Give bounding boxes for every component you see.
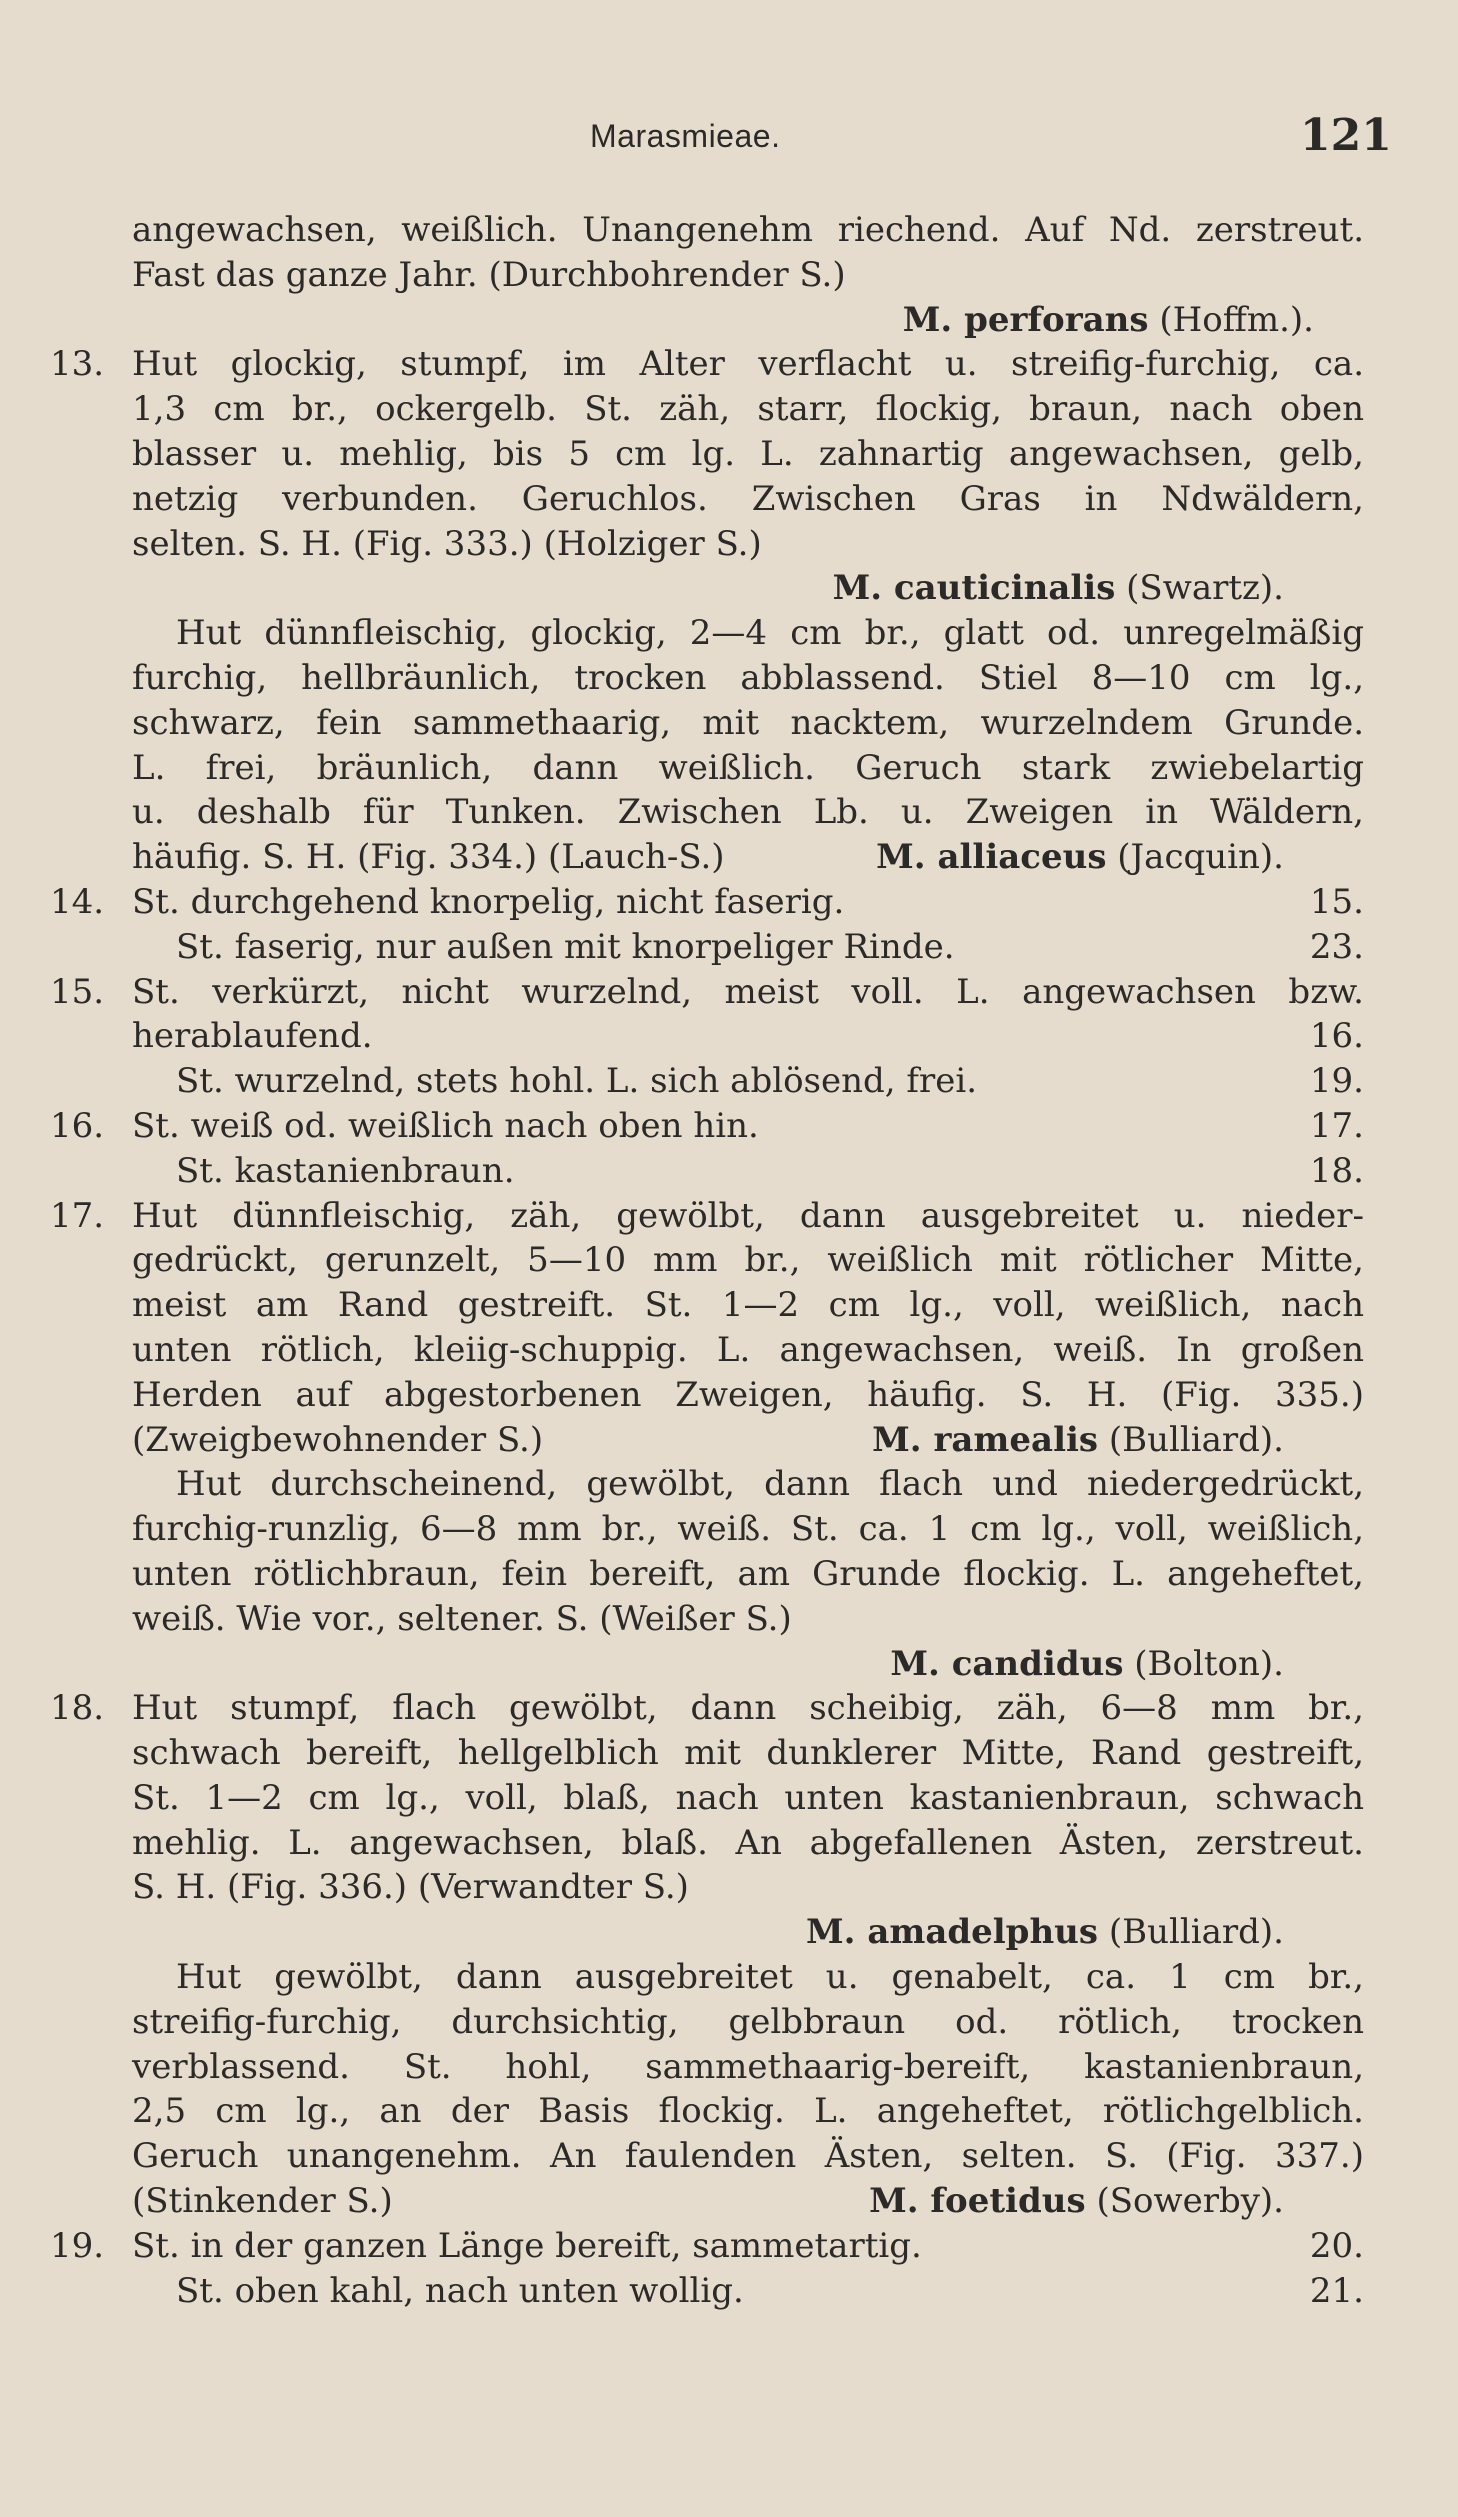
species-name: M. perforans (902, 299, 1149, 340)
text-line (0, 1238, 1458, 1283)
line-text: blasser u. mehlig, bis 5 cm lg. L. zahnartig angewachsen, gelb, (132, 433, 1364, 474)
line-text: Hut stumpf, flach gewölbt, dann scheibig, zäh, 6—8 mm br., (132, 1688, 1364, 1729)
text-line (0, 1821, 1458, 1866)
text-line (0, 1686, 1458, 1731)
key-number: 16. (50, 1105, 105, 1146)
line-text: St. oben kahl, nach unten wollig. (176, 2270, 744, 2311)
text-line (0, 253, 1458, 298)
line-text: unten rötlich, kleiig-schuppig. L. angewachsen, weiß. In großen (132, 1329, 1364, 1370)
text-line (0, 2089, 1458, 2134)
species-author: (Bulliard). (1108, 1912, 1284, 1953)
key-number: 13. (50, 344, 105, 385)
line-text: (Zweigbewohnender S.) (132, 1419, 544, 1460)
species-author: (Sowerby). (1096, 2181, 1284, 2222)
line-text: (Stinkender S.) (132, 2181, 393, 2222)
text-line (0, 2269, 1458, 2314)
key-number: 15. (50, 971, 105, 1012)
text-line (0, 1552, 1458, 1597)
key-number: 18. (50, 1688, 105, 1729)
line-text: St. faserig, nur außen mit knorpeliger Rinde. (176, 926, 955, 967)
text-line (0, 477, 1458, 522)
text-line (0, 1731, 1458, 1776)
line-text: herablaufend. (132, 1016, 373, 1057)
text-line (0, 432, 1458, 477)
species-line (872, 1418, 1284, 1463)
line-text: St. kastanienbraun. (176, 1150, 515, 1191)
line-text: Hut dünnfleischig, zäh, gewölbt, dann ausgebreitet u. nieder- (132, 1195, 1364, 1236)
text-line (0, 2179, 1458, 2224)
species-author: (Hoffm.). (1159, 299, 1314, 340)
species-line (876, 835, 1284, 880)
line-text: 1,3 cm br., ockergelb. St. zäh, starr, flockig, braun, nach oben (132, 389, 1364, 430)
line-text: 2,5 cm lg., an der Basis flockig. L. angeheftet, rötlichgelblich. (132, 2091, 1364, 2132)
text-line (0, 1418, 1458, 1463)
text-line (0, 2134, 1458, 2179)
species-name: M. candidus (890, 1643, 1124, 1684)
text-line (0, 1014, 1458, 1059)
text-line (0, 1642, 1458, 1687)
line-text: häufig. S. H. (Fig. 334.) (Lauch-S.) (132, 837, 725, 878)
text-line (0, 1955, 1458, 2000)
line-text: St. wurzelnd, stets hohl. L. sich ablösend, frei. (176, 1061, 978, 1102)
species-name: M. cauticinalis (832, 568, 1116, 609)
line-text: Hut durchscheinend, gewölbt, dann flach und niedergedrückt, (176, 1464, 1364, 1505)
species-author: (Bolton). (1134, 1643, 1284, 1684)
key-number: 19. (50, 2225, 105, 2266)
line-text: St. durchgehend knorpelig, nicht faserig. (132, 881, 845, 922)
key-number: 17. (50, 1195, 105, 1236)
species-author: (Bulliard). (1108, 1419, 1284, 1460)
text-line (0, 656, 1458, 701)
text-line (0, 387, 1458, 432)
line-text: furchig, hellbräunlich, trocken abblassend. Stiel 8—10 cm lg., (132, 657, 1364, 698)
text-line (0, 2045, 1458, 2090)
text-line (0, 1776, 1458, 1821)
line-text: St. verkürzt, nicht wurzelnd, meist voll. L. angewachsen bzw. (132, 971, 1364, 1012)
key-reference: 16. (1309, 1016, 1364, 1057)
text-line (0, 925, 1458, 970)
text-line (0, 1373, 1458, 1418)
text-line (0, 208, 1458, 253)
species-name: M. alliaceus (876, 837, 1107, 878)
species-line (869, 2179, 1284, 2224)
text-line (0, 1507, 1458, 1552)
line-text: Hut glockig, stumpf, im Alter verflacht u. streifig-furchig, ca. (132, 344, 1364, 385)
text-line (0, 2224, 1458, 2269)
text-line (0, 1283, 1458, 1328)
line-text: S. H. (Fig. 336.) (Verwandter S.) (132, 1867, 689, 1908)
line-text: u. deshalb für Tunken. Zwischen Lb. u. Zweigen in Wäldern, (132, 792, 1364, 833)
line-text: Hut dünnfleischig, glockig, 2—4 cm br., glatt od. unregelmäßig (176, 613, 1364, 654)
species-line (132, 566, 1284, 611)
line-text: St. 1—2 cm lg., voll, blaß, nach unten kastanienbraun, schwach (132, 1777, 1364, 1818)
text-line (0, 746, 1458, 791)
line-text: Geruch unangenehm. An faulenden Ästen, selten. S. (Fig. 337.) (132, 2136, 1364, 2177)
text-line (0, 1910, 1458, 1955)
text-line (0, 970, 1458, 1015)
text-line (0, 566, 1458, 611)
line-text: Fast das ganze Jahr. (Durchbohrender S.) (132, 254, 846, 295)
text-line (0, 1597, 1458, 1642)
text-line (0, 2000, 1458, 2045)
key-reference: 23. (1309, 926, 1364, 967)
key-reference: 18. (1309, 1150, 1364, 1191)
key-reference: 15. (1309, 881, 1364, 922)
page-header (0, 108, 1458, 168)
line-text: unten rötlichbraun, fein bereift, am Grunde flockig. L. angeheftet, (132, 1553, 1364, 1594)
text-line (0, 1865, 1458, 1910)
line-text: streifig-furchig, durchsichtig, gelbbraun od. rötlich, trocken (132, 2001, 1364, 2042)
text-line (0, 1462, 1458, 1507)
key-number: 14. (50, 881, 105, 922)
key-reference: 17. (1309, 1105, 1364, 1146)
line-text: St. in der ganzen Länge bereift, sammetartig. (132, 2225, 922, 2266)
species-name: M. foetidus (869, 2181, 1086, 2222)
species-name: M. amadelphus (806, 1912, 1099, 1953)
text-line (0, 298, 1458, 343)
line-text: mehlig. L. angewachsen, blaß. An abgefallenen Ästen, zerstreut. (132, 1822, 1364, 1863)
text-line (0, 1328, 1458, 1373)
line-text: meist am Rand gestreift. St. 1—2 cm lg., voll, weißlich, nach (132, 1285, 1364, 1326)
text-line (0, 835, 1458, 880)
key-reference: 19. (1309, 1061, 1364, 1102)
text-line (0, 880, 1458, 925)
species-author: (Swartz). (1126, 568, 1284, 609)
text-line (0, 342, 1458, 387)
line-text: furchig-runzlig, 6—8 mm br., weiß. St. ca. 1 cm lg., voll, weißlich, (132, 1509, 1364, 1550)
species-line (132, 298, 1314, 343)
line-text: schwach bereift, hellgelblich mit dunklerer Mitte, Rand gestreift, (132, 1733, 1364, 1774)
text-line (0, 611, 1458, 656)
running-title: Marasmieae. (590, 118, 781, 154)
species-name: M. ramealis (872, 1419, 1099, 1460)
line-text: weiß. Wie vor., seltener. S. (Weißer S.) (132, 1598, 792, 1639)
text-line (0, 522, 1458, 567)
line-text: schwarz, fein sammethaarig, mit nacktem, wurzelndem Grunde. (132, 702, 1364, 743)
line-text: Hut gewölbt, dann ausgebreitet u. genabelt, ca. 1 cm br., (176, 1957, 1364, 1998)
text-line (0, 1149, 1458, 1194)
key-reference: 21. (1309, 2270, 1364, 2311)
line-text: St. weiß od. weißlich nach oben hin. (132, 1105, 759, 1146)
line-text: L. frei, bräunlich, dann weißlich. Geruch stark zwiebelartig (132, 747, 1364, 788)
line-text: selten. S. H. (Fig. 333.) (Holziger S.) (132, 523, 762, 564)
text-line (0, 1104, 1458, 1149)
line-text: netzig verbunden. Geruchlos. Zwischen Gras in Ndwäldern, (132, 478, 1364, 519)
species-author: (Jacquin). (1117, 837, 1284, 878)
text-line (0, 790, 1458, 835)
key-reference: 20. (1309, 2225, 1364, 2266)
species-line (132, 1642, 1284, 1687)
line-text: verblassend. St. hohl, sammethaarig-bereift, kastanienbraun, (132, 2046, 1364, 2087)
line-text: gedrückt, gerunzelt, 5—10 mm br., weißlich mit rötlicher Mitte, (132, 1240, 1364, 1281)
key-text (0, 208, 1458, 2313)
page-number: 121 (1300, 110, 1392, 161)
species-line (132, 1910, 1284, 1955)
line-text: Herden auf abgestorbenen Zweigen, häufig. S. H. (Fig. 335.) (132, 1374, 1364, 1415)
text-line (0, 701, 1458, 746)
text-line (0, 1059, 1458, 1104)
text-line (0, 1194, 1458, 1239)
line-text: angewachsen, weißlich. Unangenehm riechend. Auf Nd. zerstreut. (132, 210, 1364, 250)
